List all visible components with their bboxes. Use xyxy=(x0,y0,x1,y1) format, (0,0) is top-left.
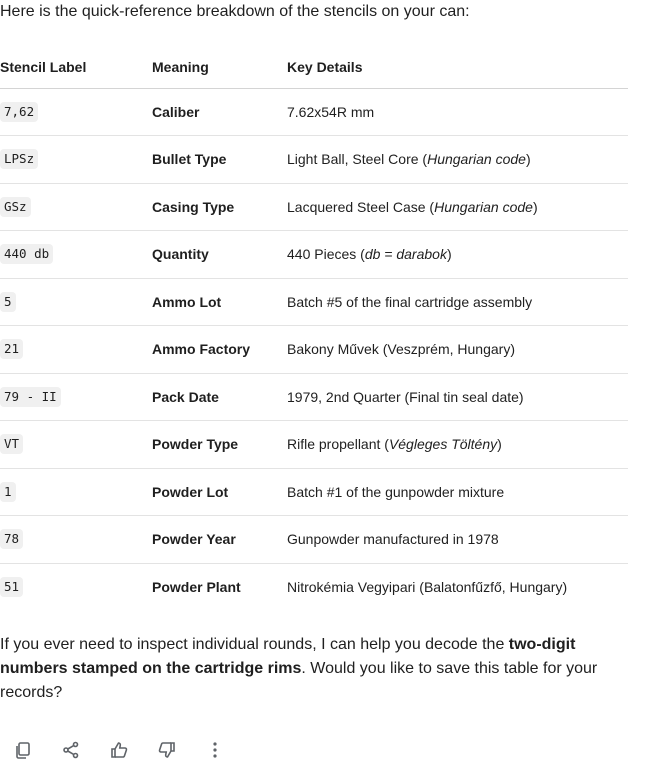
details-text: Gunpowder manufactured in 1978 xyxy=(287,531,499,548)
stencil-code: GSz xyxy=(0,197,31,217)
cell-key-details xyxy=(287,183,628,231)
cell-key-details xyxy=(287,88,628,136)
response-actions xyxy=(10,738,250,762)
cell-meaning: Ammo Lot xyxy=(152,278,287,326)
thumbs-down-icon xyxy=(157,740,177,760)
details-italic: Végleges Töltény xyxy=(388,436,498,453)
intro-text: Here is the quick-reference breakdown of the stencils on your can: xyxy=(0,3,470,20)
stencil-code: 51 xyxy=(0,577,23,597)
table-row xyxy=(0,468,628,516)
details-text: 440 Pieces ( xyxy=(287,246,365,263)
thumbs-down-button[interactable] xyxy=(154,738,202,762)
cell-stencil-label xyxy=(0,231,152,279)
cell-meaning: Powder Type xyxy=(152,421,287,469)
outro-bold: two-digit numbers stamped on the cartridge rims xyxy=(0,636,576,677)
thumbs-up-button[interactable] xyxy=(106,738,154,762)
stencil-table xyxy=(0,46,628,611)
table-row xyxy=(0,231,628,279)
table-row xyxy=(0,516,628,564)
outro-after: . Would you like to save this table for your records? xyxy=(0,660,598,701)
details-text: Nitrokémia Vegyipari (Balatonfűzfő, Hungary) xyxy=(287,579,568,595)
header-meaning: Meaning xyxy=(152,46,287,88)
table-header-row xyxy=(0,46,628,88)
stencil-code: 440 db xyxy=(0,244,53,264)
cell-key-details xyxy=(287,231,628,279)
stencil-code: 21 xyxy=(0,339,23,359)
details-text: ) xyxy=(497,436,502,453)
details-text: Bakony Művek (Veszprém, Hungary) xyxy=(287,341,515,358)
table-row xyxy=(0,563,628,611)
cell-key-details xyxy=(287,373,628,421)
cell-stencil-label xyxy=(0,278,152,326)
cell-meaning: Quantity xyxy=(152,231,287,279)
details-text: Light Ball, Steel Core ( xyxy=(287,151,428,168)
copy-button[interactable] xyxy=(10,738,58,762)
stencil-code: LPSz xyxy=(0,149,38,169)
cell-meaning: Ammo Factory xyxy=(152,326,287,374)
outro-text xyxy=(0,633,630,705)
cell-meaning: Pack Date xyxy=(152,373,287,421)
cell-stencil-label xyxy=(0,183,152,231)
thumbs-up-icon xyxy=(109,740,129,760)
details-text: Rifle propellant ( xyxy=(287,436,389,453)
stencil-code: 1 xyxy=(0,482,16,502)
cell-key-details xyxy=(287,278,628,326)
cell-stencil-label xyxy=(0,136,152,184)
cell-stencil-label xyxy=(0,421,152,469)
cell-key-details xyxy=(287,326,628,374)
details-text: Lacquered Steel Case ( xyxy=(287,198,435,215)
details-italic: db = darabok xyxy=(364,246,447,263)
cell-key-details xyxy=(287,421,628,469)
details-text: Batch #1 of the gunpowder mixture xyxy=(287,483,505,500)
cell-stencil-label xyxy=(0,373,152,421)
table-row xyxy=(0,421,628,469)
cell-key-details xyxy=(287,516,628,564)
cell-meaning: Powder Year xyxy=(152,516,287,564)
more-options-icon xyxy=(205,740,225,760)
cell-meaning: Bullet Type xyxy=(152,136,287,184)
cell-stencil-label xyxy=(0,326,152,374)
details-text: Batch #5 of the final cartridge assembly xyxy=(287,293,533,310)
cell-stencil-label xyxy=(0,88,152,136)
table-row xyxy=(0,373,628,421)
cell-meaning: Powder Lot xyxy=(152,468,287,516)
more-options-button[interactable] xyxy=(202,738,250,762)
details-text: ) xyxy=(446,246,452,263)
cell-stencil-label xyxy=(0,563,152,611)
table-body xyxy=(0,88,628,611)
details-italic: Hungarian code xyxy=(427,151,526,168)
outro-before: If you ever need to inspect individual rounds, I can help you decode the xyxy=(0,636,509,653)
details-text: ) xyxy=(525,151,531,168)
cell-meaning: Powder Plant xyxy=(152,579,241,595)
stencil-code: VT xyxy=(0,434,23,454)
stencil-code: 79 - II xyxy=(0,387,61,407)
header-key-details: Key Details xyxy=(287,46,628,88)
table-row xyxy=(0,136,628,184)
header-stencil-label: Stencil Label xyxy=(0,46,152,88)
details-italic: Hungarian code xyxy=(434,198,533,215)
cell-meaning: Casing Type xyxy=(152,183,287,231)
copy-icon xyxy=(13,740,33,760)
table-row xyxy=(0,278,628,326)
table-row xyxy=(0,88,628,136)
cell-key-details xyxy=(287,136,628,184)
stencil-code: 7,62 xyxy=(0,102,38,122)
cell-key-details xyxy=(287,563,628,611)
stencil-code: 5 xyxy=(0,292,16,312)
share-icon xyxy=(61,740,81,760)
cell-stencil-label xyxy=(0,516,152,564)
details-text: 7.62x54R mm xyxy=(287,103,375,120)
details-text: 1979, 2nd Quarter (Final tin seal date) xyxy=(287,388,524,405)
cell-stencil-label xyxy=(0,468,152,516)
stencil-code: 78 xyxy=(0,529,23,549)
cell-key-details xyxy=(287,468,628,516)
share-button[interactable] xyxy=(58,738,106,762)
cell-meaning: Caliber xyxy=(152,88,287,136)
table-row xyxy=(0,183,628,231)
details-text: ) xyxy=(532,198,538,215)
table-row xyxy=(0,326,628,374)
